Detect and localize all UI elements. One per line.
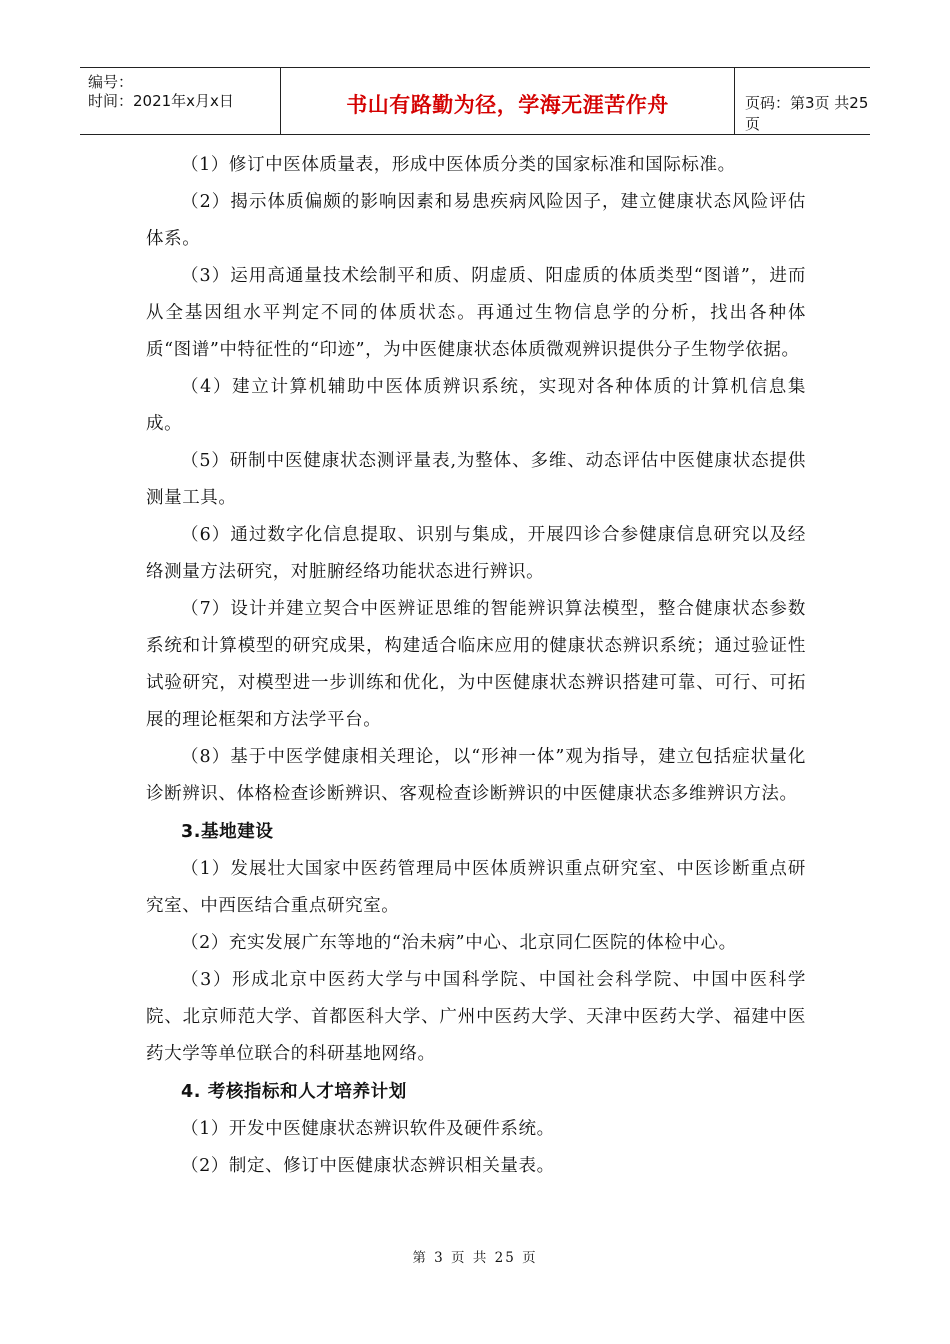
paragraph: （3）运用高通量技术绘制平和质、阴虚质、阳虚质的体质类型“图谱”，进而从全基因组水平判定不同的体质状态。再通过生物信息学的分析，找出各种体质“图谱”中特征性的“印迹”，为中医健康状态体质微观辨识提供分子生物学依据。: [146, 266, 806, 360]
paragraph: （3）形成北京中医药大学与中国科学院、中国社会科学院、中国中医科学院、北京师范大学、首都医科大学、广州中医药大学、天津中医药大学、福建中医药大学等单位联合的科研基地网络。: [146, 970, 806, 1064]
paragraph: （4）建立计算机辅助中医体质辨识系统，实现对各种体质的计算机信息集成。: [146, 377, 806, 434]
paragraph: （2）制定、修订中医健康状态辨识相关量表。: [181, 1156, 555, 1176]
document-time-label: 时间：2021年x月x日: [88, 92, 234, 110]
header-page-cell: [735, 68, 870, 134]
paragraph: （1）开发中医健康状态辨识软件及硬件系统。: [181, 1119, 555, 1139]
header-page-info: 页码：第3页 共25页: [745, 94, 869, 133]
paragraph: （2）充实发展广东等地的“治未病”中心、北京同仁医院的体检中心。: [181, 933, 737, 953]
section-heading: 3.基地建设: [181, 822, 274, 842]
paragraph: （5）研制中医健康状态测评量表,为整体、多维、动态评估中医健康状态提供测量工具。: [146, 451, 806, 508]
document-body: [146, 147, 806, 1185]
page-footer: 第 3 页 共 25 页: [412, 1250, 538, 1266]
paragraph: （8）基于中医学健康相关理论，以“形神一体”观为指导，建立包括症状量化诊断辨识、体格检查诊断辨识、客观检查诊断辨识的中医健康状态多维辨识方法。: [146, 747, 806, 804]
paragraph: （1）发展壮大国家中医药管理局中医体质辨识重点研究室、中医诊断重点研究室、中西医结合重点研究室。: [146, 859, 806, 916]
document-code-label: 编号：: [88, 73, 134, 91]
paragraph: （2）揭示体质偏颇的影响因素和易患疾病风险因子，建立健康状态风险评估体系。: [146, 192, 806, 249]
paragraph: （1）修订中医体质量表，形成中医体质分类的国家标准和国际标准。: [181, 155, 736, 175]
header-motto-cell: [280, 68, 735, 134]
header-meta-cell: [80, 68, 280, 134]
section-heading: 4. 考核指标和人才培养计划: [181, 1082, 407, 1102]
paragraph: （6）通过数字化信息提取、识别与集成，开展四诊合参健康信息研究以及经络测量方法研究，对脏腑经络功能状态进行辨识。: [146, 525, 806, 582]
header-motto: 书山有路勤为径，学海无涯苦作舟: [346, 93, 669, 117]
page-header: [80, 67, 870, 135]
paragraph: （7）设计并建立契合中医辨证思维的智能辨识算法模型，整合健康状态参数系统和计算模型的研究成果，构建适合临床应用的健康状态辨识系统；通过验证性试验研究，对模型进一步训练和优化，为中医健康状态辨识搭建可靠、可行、可拓展的理论框架和方法学平台。: [146, 599, 806, 730]
